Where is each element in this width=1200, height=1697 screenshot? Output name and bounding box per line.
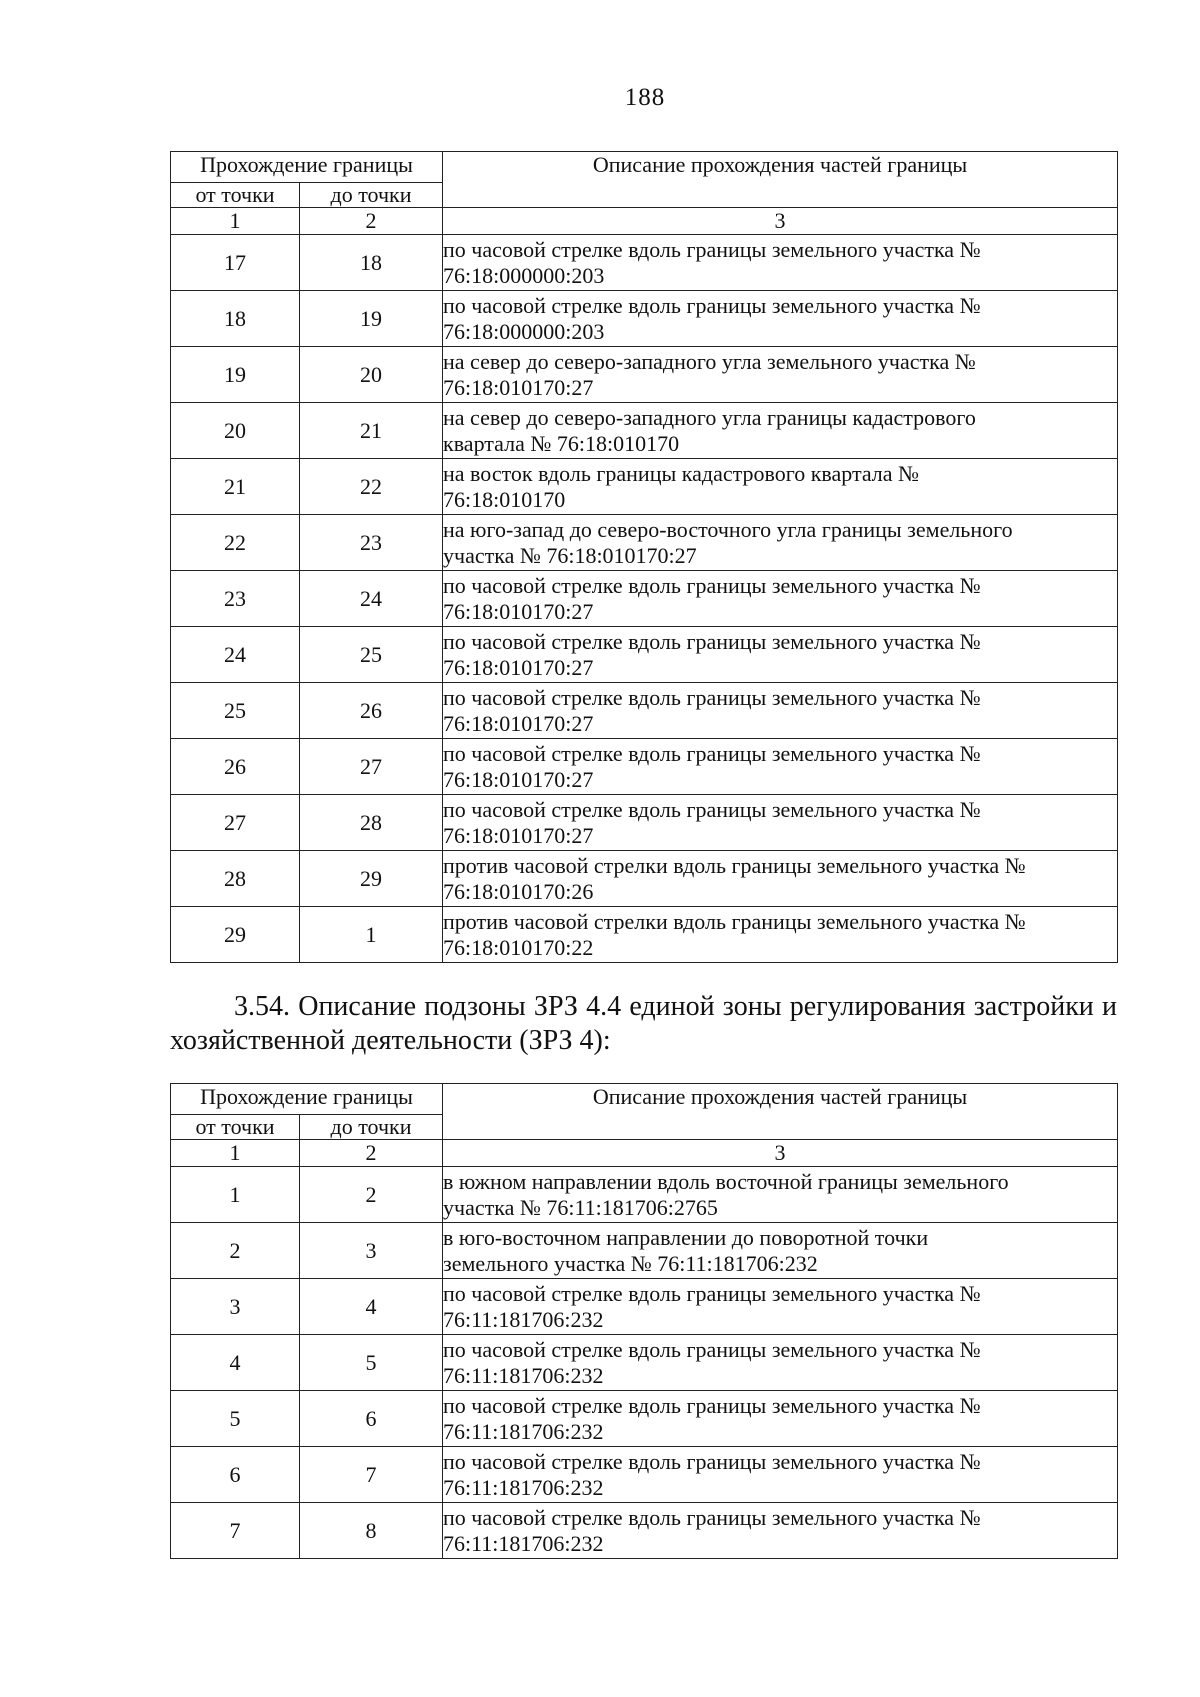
table-row xyxy=(171,627,1118,683)
description-cell: против часовой стрелки вдоль границы земельного участка № 76:18:010170:22 xyxy=(443,907,1118,963)
point-from-cell: 7 xyxy=(171,1503,300,1559)
point-to-cell: 2 xyxy=(300,1167,443,1223)
table-row xyxy=(171,571,1118,627)
point-from-cell: 20 xyxy=(171,403,300,459)
header-col-3: 3 xyxy=(443,208,1118,235)
boundary-table-2 xyxy=(170,1083,1118,1559)
point-from-cell: 23 xyxy=(171,571,300,627)
point-to-cell: 7 xyxy=(300,1447,443,1503)
header-from: от точки xyxy=(171,1115,300,1140)
point-from-cell: 17 xyxy=(171,235,300,291)
point-to-cell: 5 xyxy=(300,1335,443,1391)
description-cell: по часовой стрелке вдоль границы земельного участка № 76:18:010170:27 xyxy=(443,683,1118,739)
table-row xyxy=(171,1167,1118,1223)
point-to-cell: 1 xyxy=(300,907,443,963)
point-from-cell: 21 xyxy=(171,459,300,515)
point-to-cell: 18 xyxy=(300,235,443,291)
description-cell: по часовой стрелке вдоль границы земельного участка № 76:11:181706:232 xyxy=(443,1335,1118,1391)
table-row xyxy=(171,403,1118,459)
point-to-cell: 19 xyxy=(300,291,443,347)
page-number: 188 xyxy=(624,84,666,111)
header-col-1: 1 xyxy=(171,208,300,235)
table-row xyxy=(171,795,1118,851)
table-row xyxy=(171,683,1118,739)
point-to-cell: 29 xyxy=(300,851,443,907)
description-cell: по часовой стрелке вдоль границы земельного участка № 76:18:000000:203 xyxy=(443,291,1118,347)
table-row xyxy=(171,515,1118,571)
table-row xyxy=(171,1503,1118,1559)
point-from-cell: 3 xyxy=(171,1279,300,1335)
description-cell: в южном направлении вдоль восточной границы земельного участка № 76:11:181706:2765 xyxy=(443,1167,1118,1223)
header-passage: Прохождение границы xyxy=(171,152,443,183)
header-col-3: 3 xyxy=(443,1140,1118,1167)
description-cell: по часовой стрелке вдоль границы земельного участка № 76:11:181706:232 xyxy=(443,1279,1118,1335)
point-to-cell: 6 xyxy=(300,1391,443,1447)
point-from-cell: 2 xyxy=(171,1223,300,1279)
point-to-cell: 3 xyxy=(300,1223,443,1279)
description-cell: на север до северо-западного угла земельного участка № 76:18:010170:27 xyxy=(443,347,1118,403)
description-cell: против часовой стрелки вдоль границы земельного участка № 76:18:010170:26 xyxy=(443,851,1118,907)
header-col-2: 2 xyxy=(300,208,443,235)
header-description: Описание прохождения частей границы xyxy=(443,1084,1118,1140)
boundary-table-1 xyxy=(170,151,1118,963)
point-to-cell: 26 xyxy=(300,683,443,739)
table-row xyxy=(171,1223,1118,1279)
description-cell: по часовой стрелке вдоль границы земельного участка № 76:18:010170:27 xyxy=(443,571,1118,627)
point-from-cell: 26 xyxy=(171,739,300,795)
description-cell: по часовой стрелке вдоль границы земельного участка № 76:18:010170:27 xyxy=(443,627,1118,683)
point-from-cell: 28 xyxy=(171,851,300,907)
point-from-cell: 4 xyxy=(171,1335,300,1391)
description-cell: на юго-запад до северо-восточного угла границы земельного участка № 76:18:010170:27 xyxy=(443,515,1118,571)
point-from-cell: 24 xyxy=(171,627,300,683)
point-from-cell: 18 xyxy=(171,291,300,347)
description-cell: на восток вдоль границы кадастрового квартала № 76:18:010170 xyxy=(443,459,1118,515)
point-to-cell: 20 xyxy=(300,347,443,403)
table-row xyxy=(171,235,1118,291)
description-cell: по часовой стрелке вдоль границы земельного участка № 76:18:010170:27 xyxy=(443,739,1118,795)
header-from: от точки xyxy=(171,183,300,208)
point-to-cell: 23 xyxy=(300,515,443,571)
description-cell: по часовой стрелке вдоль границы земельного участка № 76:11:181706:232 xyxy=(443,1391,1118,1447)
point-to-cell: 27 xyxy=(300,739,443,795)
description-cell: по часовой стрелке вдоль границы земельного участка № 76:11:181706:232 xyxy=(443,1503,1118,1559)
description-cell: по часовой стрелке вдоль границы земельного участка № 76:18:000000:203 xyxy=(443,235,1118,291)
table-row xyxy=(171,459,1118,515)
header-col-2: 2 xyxy=(300,1140,443,1167)
point-to-cell: 25 xyxy=(300,627,443,683)
description-cell: по часовой стрелке вдоль границы земельного участка № 76:11:181706:232 xyxy=(443,1447,1118,1503)
table-row xyxy=(171,1279,1118,1335)
point-to-cell: 21 xyxy=(300,403,443,459)
point-from-cell: 5 xyxy=(171,1391,300,1447)
point-from-cell: 1 xyxy=(171,1167,300,1223)
description-cell: на север до северо-западного угла границы кадастрового квартала № 76:18:010170 xyxy=(443,403,1118,459)
point-to-cell: 24 xyxy=(300,571,443,627)
point-to-cell: 8 xyxy=(300,1503,443,1559)
point-from-cell: 27 xyxy=(171,795,300,851)
point-from-cell: 6 xyxy=(171,1447,300,1503)
header-passage: Прохождение границы xyxy=(171,1084,443,1115)
header-to: до точки xyxy=(300,1115,443,1140)
table-row xyxy=(171,347,1118,403)
point-from-cell: 25 xyxy=(171,683,300,739)
point-from-cell: 22 xyxy=(171,515,300,571)
point-from-cell: 29 xyxy=(171,907,300,963)
table-row xyxy=(171,1391,1118,1447)
table-row xyxy=(171,739,1118,795)
point-to-cell: 22 xyxy=(300,459,443,515)
description-cell: по часовой стрелке вдоль границы земельного участка № 76:18:010170:27 xyxy=(443,795,1118,851)
section-heading: 3.54. Описание подзоны ЗРЗ 4.4 единой зоны регулирования застройки и хозяйственной деятельности (ЗРЗ 4): xyxy=(170,991,1117,1056)
table-row xyxy=(171,1335,1118,1391)
header-col-1: 1 xyxy=(171,1140,300,1167)
table-row xyxy=(171,1447,1118,1503)
table-row xyxy=(171,907,1118,963)
header-description: Описание прохождения частей границы xyxy=(443,152,1118,208)
point-to-cell: 4 xyxy=(300,1279,443,1335)
header-to: до точки xyxy=(300,183,443,208)
table-row xyxy=(171,291,1118,347)
description-cell: в юго-восточном направлении до поворотной точки земельного участка № 76:11:181706:232 xyxy=(443,1223,1118,1279)
point-to-cell: 28 xyxy=(300,795,443,851)
table-row xyxy=(171,851,1118,907)
point-from-cell: 19 xyxy=(171,347,300,403)
